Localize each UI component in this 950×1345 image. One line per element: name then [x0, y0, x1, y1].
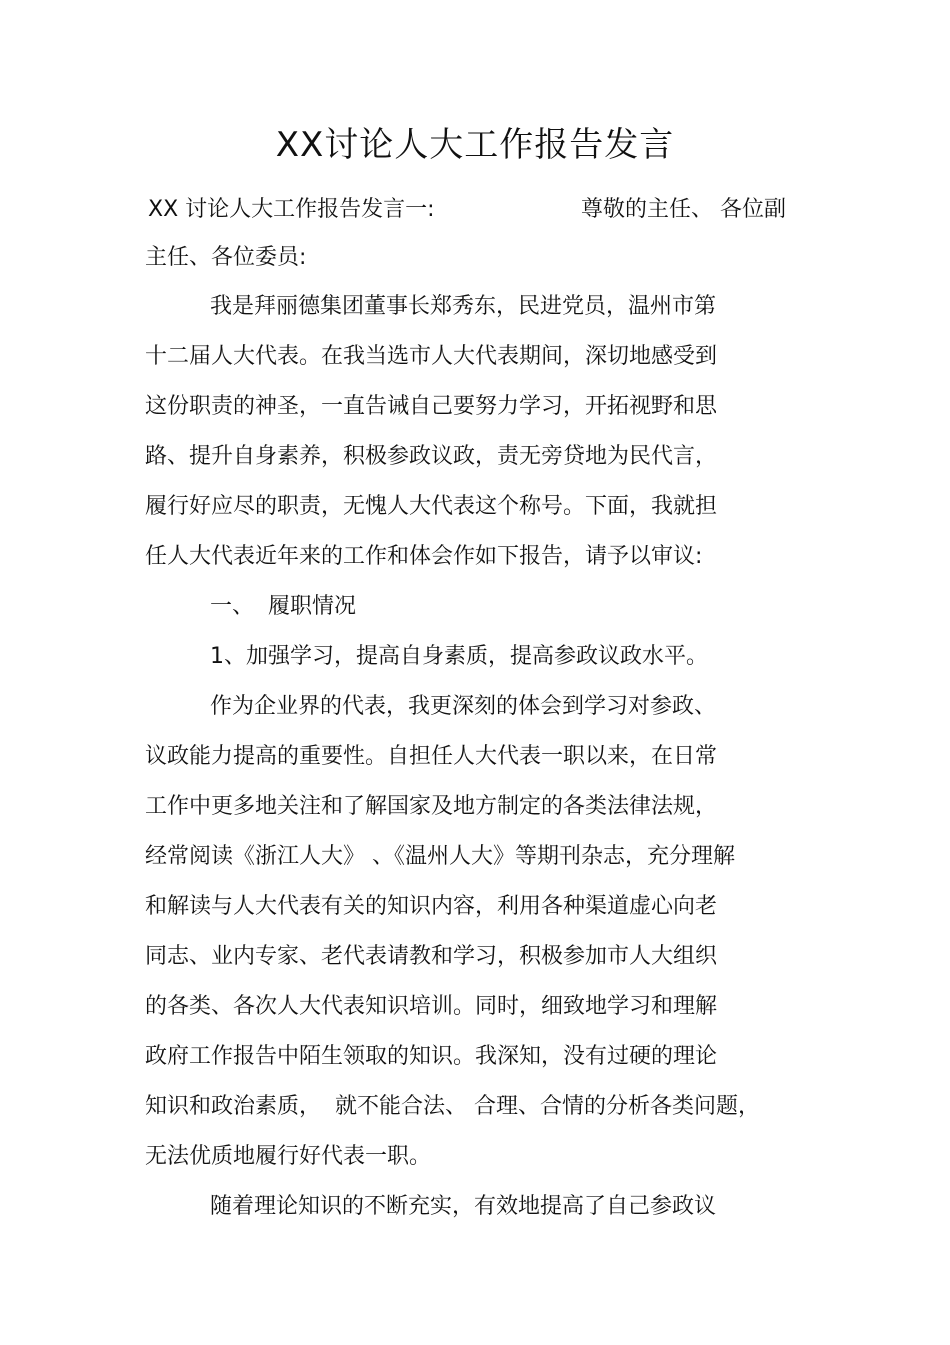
paragraph-line: 履行好应尽的职责，无愧人大代表这个称号。下面，我就担 [145, 494, 718, 519]
paragraph-line: 任人大代表近年来的工作和体会作如下报告，请予以审议: [145, 544, 703, 569]
document-title: XX讨论人大工作报告发言 [275, 125, 675, 165]
section-heading: 一、 履职情况 [210, 594, 356, 619]
paragraph-line: 这份职责的神圣，一直告诫自己要努力学习，开拓视野和思 [145, 394, 718, 419]
paragraph-line: 无法优质地履行好代表一职。 [145, 1144, 432, 1169]
paragraph-line: 同志、业内专家、老代表请教和学习，积极参加市人大组织 [145, 944, 718, 969]
subsection-heading: 1、加强学习，提高自身素质，提高参政议政水平。 [210, 644, 708, 669]
salutation-part-1: 尊敬的主任、 各位副 [581, 197, 786, 222]
paragraph-line: 知识和政治素质， 就不能合法、 合理、合情的分析各类问题， [145, 1094, 760, 1119]
paragraph-line: 作为企业界的代表，我更深刻的体会到学习对参政、 [210, 694, 717, 719]
paragraph-line: 和解读与人大代表有关的知识内容，利用各种渠道虚心向老 [145, 894, 718, 919]
paragraph-line: 十二届人大代表。在我当选市人大代表期间，深切地感受到 [145, 344, 718, 369]
paragraph-line: 经常阅读《浙江人大》 、《温州人大》等期刊杂志，充分理解 [145, 844, 735, 869]
salutation-part-2: 主任、各位委员: [145, 245, 307, 270]
paragraph-line: 工作中更多地关注和了解国家及地方制定的各类法律法规， [145, 794, 718, 819]
paragraph-line: 随着理论知识的不断充实，有效地提高了自己参政议 [210, 1194, 717, 1219]
paragraph-line: 议政能力提高的重要性。自担任人大代表一职以来，在日常 [145, 744, 718, 769]
paragraph-line: 我是拜丽德集团董事长郑秀东，民进党员，温州市第 [210, 294, 717, 319]
intro-heading: XX 讨论人大工作报告发言一: [148, 197, 435, 222]
paragraph-line: 路、提升自身素养，积极参政议政，责无旁贷地为民代言， [145, 444, 718, 469]
paragraph-line: 政府工作报告中陌生领取的知识。我深知，没有过硬的理论 [145, 1044, 718, 1069]
paragraph-line: 的各类、各次人大代表知识培训。同时，细致地学习和理解 [145, 994, 718, 1019]
